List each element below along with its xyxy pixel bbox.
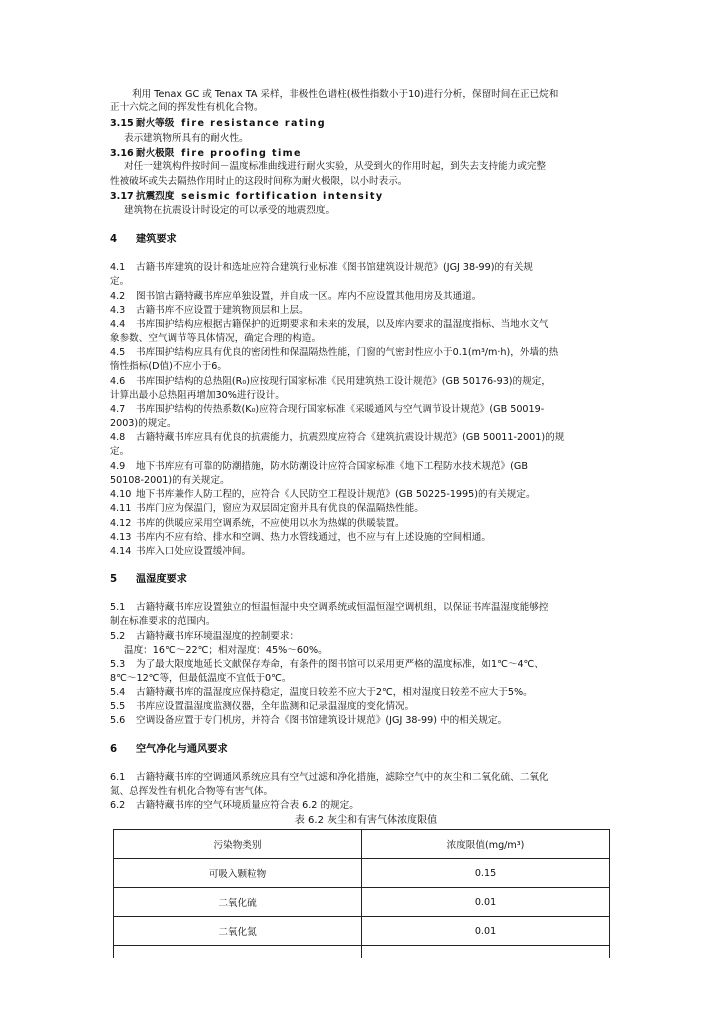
section-number: 5 — [110, 574, 118, 585]
term-title: 抗震烈度 — [136, 191, 175, 202]
pollutant-limits-table — [113, 829, 610, 958]
clause-line — [110, 502, 622, 516]
clause-line — [110, 290, 622, 304]
table-row — [114, 917, 610, 946]
clause-line — [110, 488, 622, 502]
table-cell-empty — [114, 946, 362, 959]
clause-line — [110, 630, 622, 644]
term-heading — [110, 117, 622, 131]
clause-text: 古籍书库不应设置于建筑物顶层和上层。 — [136, 305, 309, 316]
paragraph-line: 对任一建筑构件按时间－温度标准曲线进行耐火实验，从受到火的作用时起，到失去支持能力或完整 — [124, 161, 547, 172]
table-cell-pollutant: 二氧化氮 — [114, 917, 362, 946]
clause-number: 4.5 — [110, 347, 126, 358]
clause-number: 5.1 — [110, 602, 126, 613]
table-row — [114, 859, 610, 888]
section-title: 温湿度要求 — [136, 574, 187, 585]
paragraph-line: 定。 — [110, 276, 130, 287]
table-caption: 表 6.2 灰尘和有害气体浓度限值 — [294, 815, 438, 826]
clause-text: 古籍特藏书库应具有优良的抗震能力，抗震烈度应符合《建筑抗震设计规范》(GB 50011-2001)的规 — [136, 432, 565, 443]
clause-text: 为了最大限度地延长文献保存寿命，有条件的图书馆可以采用更严格的温度标准，如1℃～4℃、 — [136, 659, 544, 670]
paragraph-line: 计算出最小总热阻再增加30%进行设计。 — [110, 390, 285, 401]
clause-line — [110, 304, 622, 318]
section-heading — [110, 743, 622, 757]
paragraph-line: 建筑物在抗震设计时设定的可以承受的地震烈度。 — [124, 205, 336, 216]
clause-number: 4.8 — [110, 432, 126, 443]
clause-line — [110, 261, 622, 275]
paragraph-line: 表示建筑物所具有的耐火性。 — [124, 133, 249, 144]
clause-text: 书库内不应有给、排水和空调、热力水管线通过，也不应与有上述设施的空间相通。 — [136, 532, 491, 543]
table-cell-limit: 0.15 — [362, 859, 610, 888]
term-english: fire proofing time — [181, 148, 302, 159]
clause-line — [110, 686, 622, 700]
clause-text: 书库应设置温湿度监测仪器，全年监测和记录温湿度的变化情况。 — [136, 701, 415, 712]
table-cell-empty — [362, 946, 610, 959]
paragraph-line: 温度：16℃～22℃；相对湿度：45%～60%。 — [124, 645, 328, 656]
clause-line — [110, 771, 622, 785]
clause-number: 4.3 — [110, 305, 126, 316]
clause-text: 书库围护结构应具有优良的密闭性和保温隔热性能，门窗的气密封性应小于0.1(m³/m·h)，外墙的热 — [136, 347, 559, 358]
clause-text: 书库围护结构的传热系数(K₀)应符合现行国家标准《采暖通风与空气调节设计规范》(GB 50019- — [136, 404, 545, 415]
clause-number: 6.2 — [110, 800, 126, 811]
clause-number: 4.12 — [110, 518, 132, 529]
clause-text: 古籍特藏书库环境温湿度的控制要求： — [136, 631, 300, 642]
term-title: 耐火等级 — [136, 118, 175, 129]
term-title: 耐火极限 — [136, 148, 175, 159]
clause-text: 图书馆古籍特藏书库应单独设置，并自成一区。库内不应设置其他用房及其通道。 — [136, 291, 482, 302]
clause-line — [110, 431, 622, 445]
clause-number: 4.10 — [110, 489, 132, 500]
term-english: seismic fortification intensity — [181, 191, 384, 202]
clause-number: 4.11 — [110, 503, 132, 514]
clause-number: 5.6 — [110, 715, 126, 726]
clause-number: 5.5 — [110, 701, 126, 712]
clause-number: 6.1 — [110, 772, 126, 783]
term-heading — [110, 147, 622, 161]
section-heading — [110, 573, 622, 587]
clause-text: 书库的供暖应采用空调系统，不应使用以水为热媒的供暖装置。 — [136, 518, 405, 529]
clause-line — [110, 658, 622, 672]
clause-text: 地下书库应有可靠的防潮措施，防水防潮设计应符合国家标准《地下工程防水技术规范》(GB — [136, 461, 528, 472]
clause-text: 古籍特藏书库应设置独立的恒温恒湿中央空调系统或恒温恒湿空调机组，以保证书库温湿度能够控 — [136, 602, 549, 613]
table-header-row — [114, 830, 610, 859]
term-heading — [110, 190, 622, 204]
clause-number: 4.1 — [110, 262, 126, 273]
paragraph-line: 利用 Tenax GC 或 Tenax TA 采样，非极性色谱柱(极性指数小于10)进行分析，保留时间在正已烷和 — [132, 89, 559, 100]
clause-text: 书库入口处应设置缓冲间。 — [136, 546, 252, 557]
clause-number: 4.6 — [110, 376, 126, 387]
table-header-cell: 浓度限值(mg/m³) — [362, 830, 610, 859]
clause-number: 5.4 — [110, 687, 126, 698]
clause-text: 古籍特藏书库的温湿度应保持稳定，温度日较差不应大于2℃，相对湿度日较差不应大于5%。 — [136, 687, 533, 698]
section-heading — [110, 233, 622, 247]
section-title: 建筑要求 — [136, 234, 177, 245]
clause-line — [110, 517, 622, 531]
clause-number: 4.7 — [110, 404, 126, 415]
clause-text: 古籍特藏书库的空气环境质量应符合表 6.2 的规定。 — [136, 800, 359, 811]
clause-text: 书库围护结构的总热阻(R₀)应按现行国家标准《民用建筑热工设计规范》(GB 50176-93)的规定， — [136, 376, 551, 387]
clause-text: 古籍特藏书库的空调通风系统应具有空气过滤和净化措施，滤除空气中的灰尘和二氧化硫、二氧化 — [136, 772, 549, 783]
table-cell-pollutant: 可吸入颗粒物 — [114, 859, 362, 888]
paragraph-line: 8℃～12℃等，但最低温度不宜低于0℃。 — [110, 673, 292, 684]
table-cell-pollutant: 二氧化硫 — [114, 888, 362, 917]
section-number: 6 — [110, 744, 118, 755]
paragraph-line: 制在标准要求的范围内。 — [110, 616, 216, 627]
clause-line — [110, 714, 622, 728]
clause-text: 古籍书库建筑的设计和选址应符合建筑行业标准《图书馆建筑设计规范》(JGJ 38-99)的有关规 — [136, 262, 533, 273]
clause-line — [110, 700, 622, 714]
table-cell-limit: 0.01 — [362, 917, 610, 946]
clause-number: 4.4 — [110, 319, 126, 330]
clause-text: 空调设备应置于专门机房，并符合《图书馆建筑设计规范》(JGJ 38-99) 中的相关规定。 — [136, 715, 508, 726]
paragraph-line: 象参数、空气调节等具体情况，确定合理的构造。 — [110, 333, 322, 344]
clause-line — [110, 531, 622, 545]
clause-line — [110, 346, 622, 360]
clause-number: 4.14 — [110, 546, 132, 557]
clause-number: 5.3 — [110, 659, 126, 670]
section-number: 4 — [110, 234, 118, 245]
paragraph-line: 氮、总挥发性有机化合物等有害气体。 — [110, 786, 274, 797]
paragraph-line: 定。 — [110, 446, 130, 457]
clause-number: 3.15 — [110, 118, 134, 129]
clause-number: 4.9 — [110, 461, 126, 472]
table-header-cell: 污染物类别 — [114, 830, 362, 859]
table-row-continuation — [114, 946, 610, 959]
paragraph-line: 性被破坏或失去隔热作用时止的这段时间称为耐火极限，以小时表示。 — [110, 176, 408, 187]
clause-number: 3.16 — [110, 148, 134, 159]
paragraph-line: 2003)的规定。 — [110, 418, 177, 429]
paragraph-line: 惰性指标(D值)不应小于6。 — [110, 361, 227, 372]
table-row — [114, 888, 610, 917]
clause-text: 地下书库兼作人防工程的，应符合《人民防空工程设计规范》(GB 50225-1995)的有关规定。 — [136, 489, 536, 500]
clause-number: 4.13 — [110, 532, 132, 543]
clause-line — [110, 460, 622, 474]
clause-line — [110, 545, 622, 559]
clause-number: 4.2 — [110, 291, 126, 302]
clause-line — [110, 799, 622, 813]
clause-line — [110, 403, 622, 417]
term-english: fire resistance rating — [181, 118, 327, 129]
paragraph-line: 50108-2001)的有关规定。 — [110, 475, 230, 486]
table-cell-limit: 0.01 — [362, 888, 610, 917]
clause-number: 3.17 — [110, 191, 134, 202]
clause-line — [110, 375, 622, 389]
paragraph-line: 正十六烷之间的挥发性有机化合物。 — [110, 102, 264, 113]
clause-number: 5.2 — [110, 631, 126, 642]
clause-text: 书库门应为保温门，窗应为双层固定窗并具有优良的保温隔热性能。 — [136, 503, 424, 514]
section-title: 空气净化与通风要求 — [136, 744, 228, 755]
clause-line — [110, 601, 622, 615]
clause-text: 书库围护结构应根据古籍保护的近期要求和未来的发展，以及库内要求的温湿度指标、当地水文气 — [136, 319, 549, 330]
clause-line — [110, 318, 622, 332]
